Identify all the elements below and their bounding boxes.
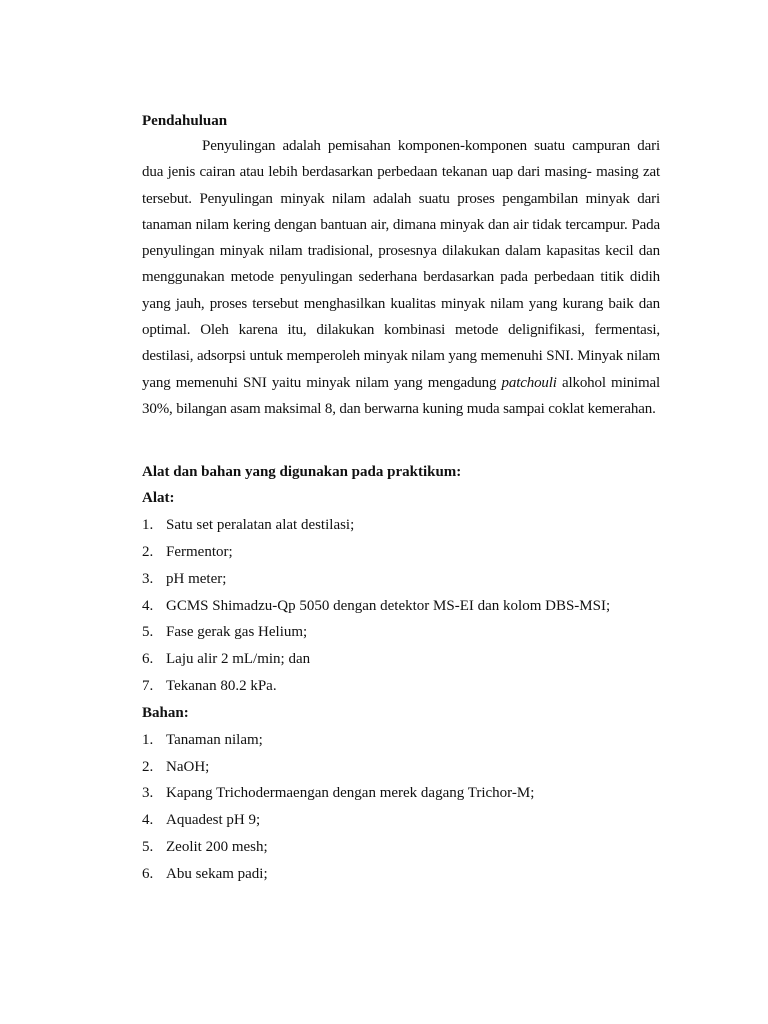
materials-list xyxy=(142,727,660,888)
intro-text-part-2: alkohol minimal 30%, bilangan asam maksimal 8, dan berwarna kuning muda sampai coklat kemerahan. xyxy=(142,374,660,417)
list-item-number: 1. xyxy=(142,517,154,534)
list-item xyxy=(142,619,660,646)
list-item-text: Zeolit 200 mesh; xyxy=(166,839,268,856)
materials-section-title: Alat dan bahan yang digunakan pada praktikum: xyxy=(142,464,462,481)
list-item-number: 4. xyxy=(142,812,154,829)
list-item-number: 3. xyxy=(142,785,154,802)
list-item-number: 7. xyxy=(142,678,154,695)
list-item-number: 3. xyxy=(142,570,154,587)
list-item xyxy=(142,539,660,566)
list-item xyxy=(142,566,660,593)
list-item xyxy=(142,861,660,888)
list-item-number: 6. xyxy=(142,865,154,882)
list-item-number: 5. xyxy=(142,839,154,856)
list-item-text: Aquadest pH 9; xyxy=(166,812,261,829)
list-item-text: pH meter; xyxy=(166,570,227,587)
list-item-text: Tanaman nilam; xyxy=(166,731,263,748)
list-item-text: NaOH; xyxy=(166,758,210,775)
list-item xyxy=(142,646,660,673)
list-item xyxy=(142,834,660,861)
list-item xyxy=(142,673,660,700)
intro-text-part-1: Penyulingan adalah pemisahan komponen-komponen suatu campuran dari dua jenis cairan atau lebih berdasarkan perbedaan tekanan uap dari masing- masing zat tersebut. Penyulingan minyak nilam adalah suatu proses pengambilan minyak dari tanaman nilam kering dengan bantuan air, dimana minyak dan air tidak tercampur. Pada penyulingan minyak nilam tradisional, prosesnya dilakukan dalam kapasitas kecil dan menggunakan metode penyulingan sederhana berdasarkan pada perbedaan titik didih yang jauh, proses tersebut menghasilkan kualitas minyak nilam yang kurang baik dan optimal. Oleh karena itu, dilakukan kombinasi metode delignifikasi, fermentasi, destilasi, adsorpsi untuk memperoleh minyak nilam yang memenuhi SNI. Minyak nilam yang memenuhi SNI yaitu minyak nilam yang mengadung xyxy=(142,138,660,391)
list-item xyxy=(142,593,660,620)
list-item-text: GCMS Shimadzu-Qp 5050 dengan detektor MS-EI dan kolom DBS-MSI; xyxy=(166,597,611,614)
intro-italic-term: patchouli xyxy=(501,374,557,391)
list-item-number: 2. xyxy=(142,758,154,775)
list-item-text: Fermentor; xyxy=(166,544,233,561)
list-item-text: Abu sekam padi; xyxy=(166,865,268,882)
tools-subtitle: Alat: xyxy=(142,490,175,507)
list-item xyxy=(142,780,660,807)
list-item-number: 6. xyxy=(142,651,154,668)
list-item-text: Laju alir 2 mL/min; dan xyxy=(166,651,311,668)
list-item-number: 2. xyxy=(142,544,154,561)
list-item-text: Fase gerak gas Helium; xyxy=(166,624,308,641)
list-item-text: Tekanan 80.2 kPa. xyxy=(166,678,277,695)
list-item-text: Satu set peralatan alat destilasi; xyxy=(166,517,355,534)
section-heading-introduction: Pendahuluan xyxy=(142,113,228,129)
list-item xyxy=(142,512,660,539)
document-page xyxy=(142,110,660,888)
list-item xyxy=(142,727,660,754)
materials-subtitle: Bahan: xyxy=(142,704,189,721)
list-item-number: 4. xyxy=(142,597,154,614)
list-item-number: 1. xyxy=(142,731,154,748)
list-item xyxy=(142,807,660,834)
list-item-number: 5. xyxy=(142,624,154,641)
tools-list xyxy=(142,512,660,700)
list-item xyxy=(142,754,660,781)
introduction-paragraph xyxy=(142,132,660,422)
list-item-text: Kapang Trichodermaengan dengan merek dagang Trichor-M; xyxy=(166,785,535,802)
